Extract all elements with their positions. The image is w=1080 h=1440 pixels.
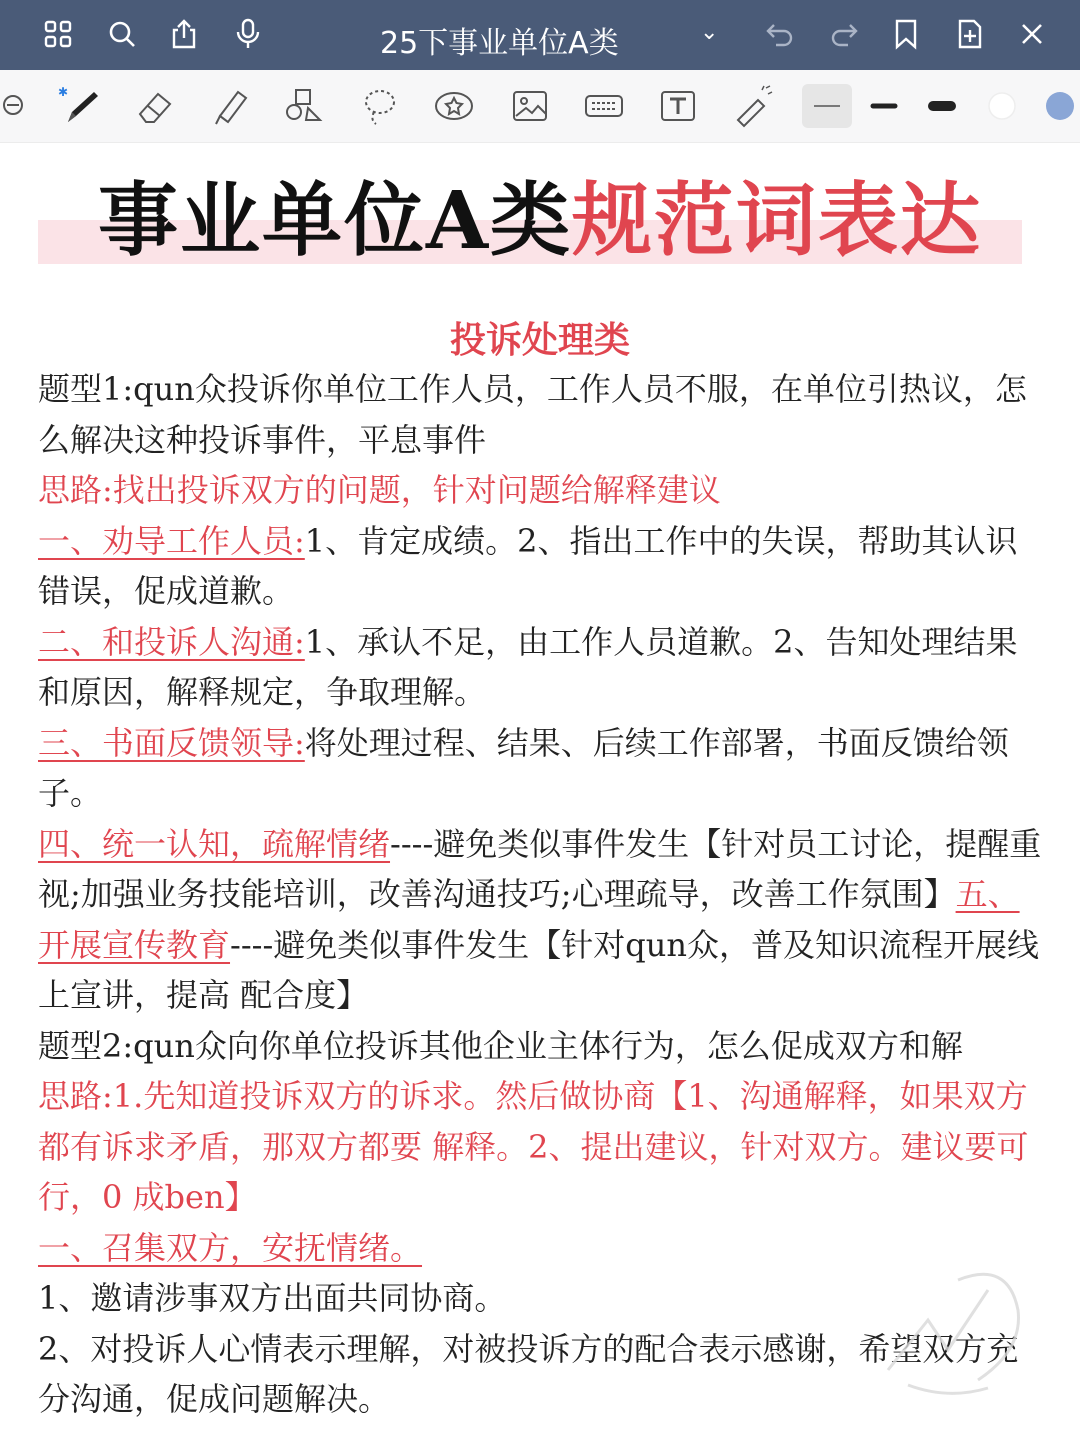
text-icon[interactable] [654,84,702,128]
lasso-icon[interactable] [356,84,404,128]
redo-icon[interactable] [826,16,862,52]
step-1: 一、劝导工作人员:1、肯定成绩。2、指出工作中的失误，帮助其认识错误，促成道歉。 [38,521,1018,610]
laser-pointer-icon[interactable] [728,84,776,128]
question-2: 题型2:qun众向你单位投诉其他企业主体行为，怎么促成双方和解 [38,1026,963,1065]
document-title[interactable]: 25下事业单位A类 [380,26,619,61]
shapes-icon[interactable] [280,84,328,128]
highlighter-icon[interactable] [206,84,254,128]
keyboard-icon[interactable] [580,84,628,128]
question-1-idea: 思路:找出投诉双方的问题，针对问题给解释建议 [38,471,721,509]
image-icon[interactable] [506,84,554,128]
top-app-bar [0,0,1080,70]
bookmark-icon[interactable] [888,16,924,52]
drawing-toolbar [0,70,1080,143]
thick-line-icon[interactable] [918,84,966,128]
step-2: 二、和投诉人沟通:1、承认不足，由工作人员道歉。2、告知处理结果和原因，解释规定，争取理解。 [38,622,1018,711]
white-color-icon[interactable] [978,84,1026,128]
question-1: 题型1:qun众投诉你单位工作人员，工作人员不服，在单位引热议，怎么解决这种投诉事件，平息事件 [38,370,1027,459]
page-title: 事业单位A类规范词表达 [97,173,983,267]
add-page-icon[interactable] [952,16,988,52]
grid-icon[interactable] [40,16,76,52]
svg-text:✱: ✱ [58,85,69,99]
lasso-zoom-icon[interactable] [0,84,38,128]
thin-line-icon[interactable] [802,84,852,128]
step-4-5: 四、统一认知，疏解情绪----避免类似事件发生【针对员工讨论，提醒重视;加强业务技能培训，改善沟通技巧;心理疏导，改善工作氛围】五、开展宣传教育----避免类似事件发生【针对qun众，普及知识流程开展线上宣讲，提高 配合度】 [38,824,1042,1014]
pen-icon[interactable] [56,84,104,128]
share-icon[interactable] [166,16,202,52]
search-icon[interactable] [104,16,140,52]
question-2-idea: 思路:1.先知道投诉双方的诉求。然后做协商【1、沟通解释，如果双方都有诉求矛盾，那双方都要 解释。2、提出建议，针对双方。建议要可行，0 成ben】 [38,1077,1029,1216]
microphone-icon[interactable] [230,16,266,52]
q2-point-2: 2、对投诉人心情表示理解，对被投诉方的配合表示感谢，希望双方充分沟通，促成问题解决。 [38,1329,1019,1418]
chevron-down-icon[interactable]: ⌄ [700,20,719,45]
watermark-icon [868,1260,1038,1400]
step-3: 三、书面反馈领导:将处理过程、结果、后续工作部署，书面反馈给领子。 [38,723,1009,812]
eraser-icon[interactable] [130,84,178,128]
close-icon[interactable] [1014,16,1050,52]
q2-step-1: 一、召集双方，安抚情绪。 [38,1228,423,1267]
section-title: 投诉处理类 [449,319,630,361]
medium-line-icon[interactable] [860,84,908,128]
undo-icon[interactable] [762,16,798,52]
q2-point-1: 1、邀请涉事双方出面共同协商。 [38,1279,507,1317]
sticker-icon[interactable] [430,84,478,128]
blue-color-icon[interactable] [1036,84,1080,128]
